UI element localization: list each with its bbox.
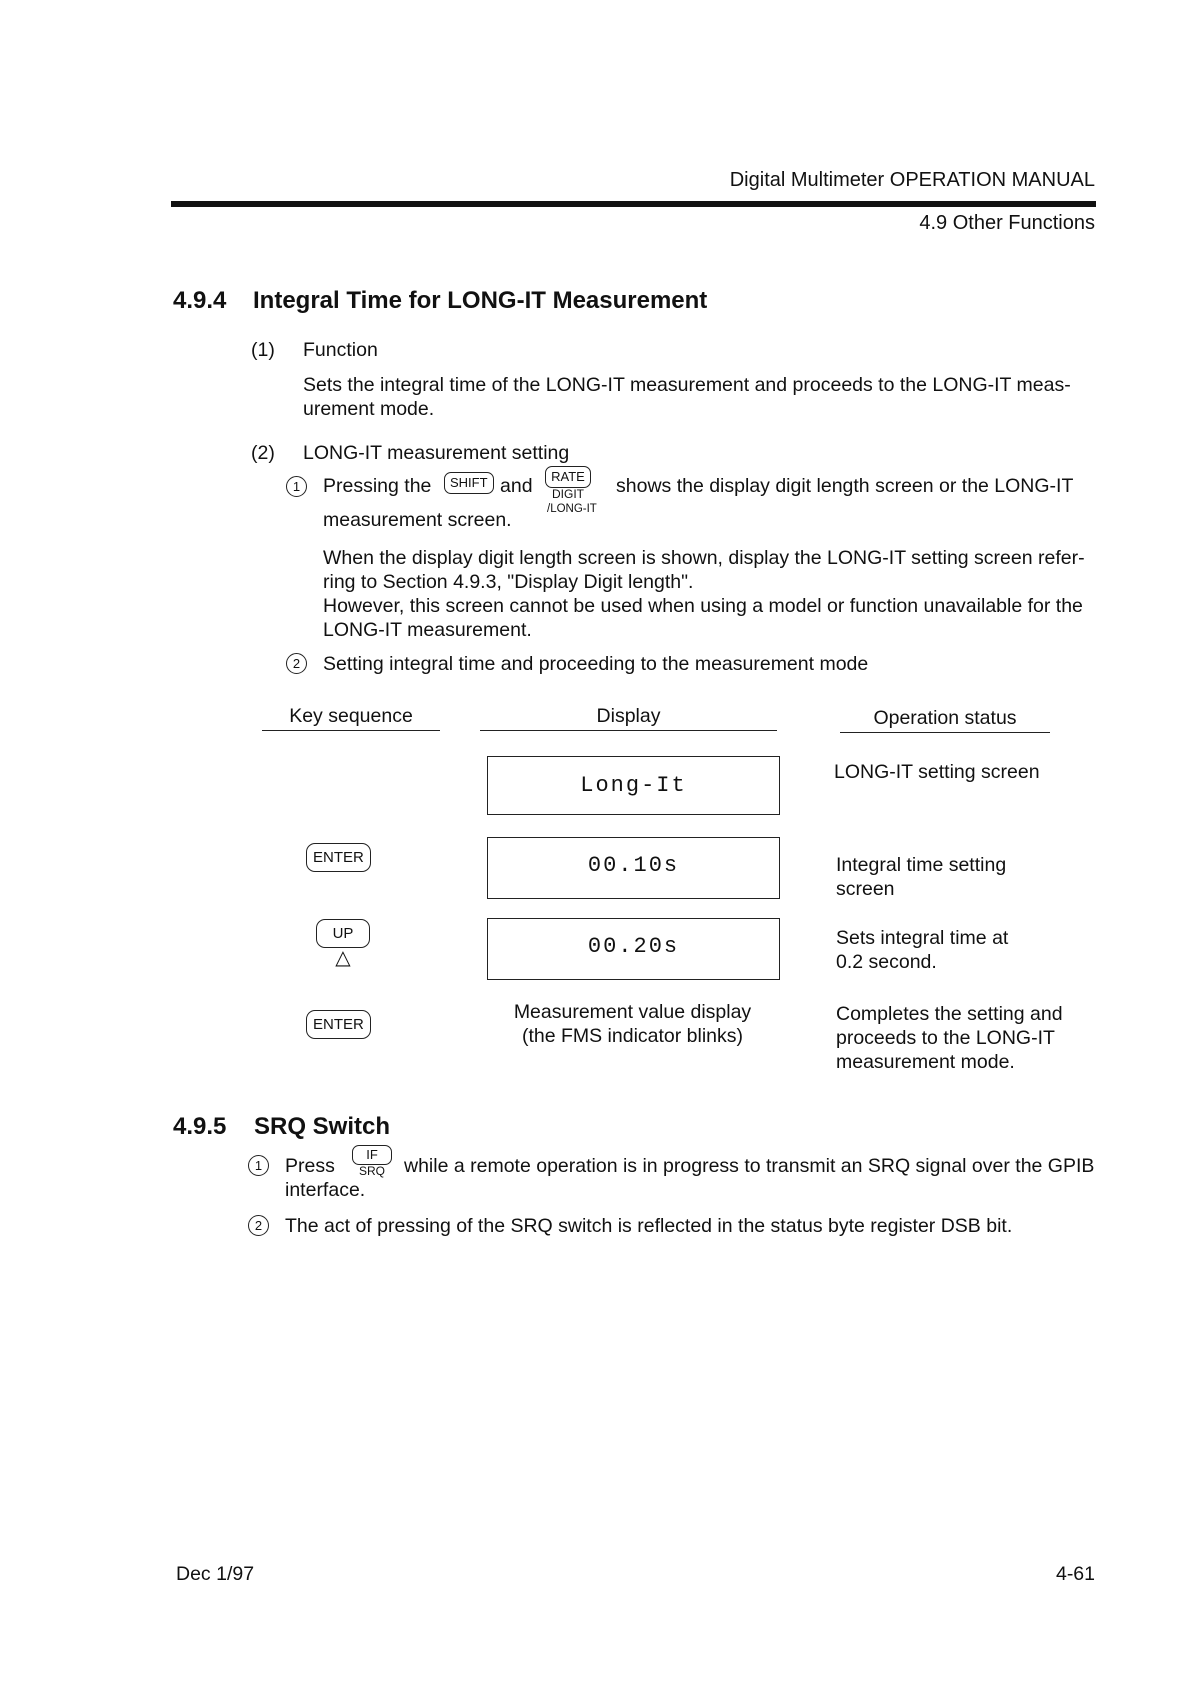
enter-key-icon-2: ENTER (306, 1010, 371, 1039)
step1-pressing: Pressing the (323, 475, 432, 497)
shift-key-icon: SHIFT (444, 472, 494, 494)
item1-marker: (1) (251, 339, 275, 361)
display-measurement-line1: Measurement value display (513, 1001, 752, 1023)
section-494-number: 4.9.4 (173, 287, 227, 314)
status-row4-line1: Completes the setting and (836, 1003, 1063, 1025)
footer-date: Dec 1/97 (176, 1563, 255, 1585)
col-display-header: Display (480, 705, 777, 731)
display-0010s: 00.10s (487, 837, 780, 899)
rate-key-sub2: /LONG-IT (547, 503, 597, 515)
status-row3-line1: Sets integral time at (836, 927, 1009, 949)
col-status-header: Operation status (840, 707, 1050, 733)
step2-marker: 2 (286, 653, 307, 674)
footer-page: 4-61 (1055, 1563, 1095, 1585)
status-row1: LONG-IT setting screen (834, 761, 1040, 783)
srq-step2-text: The act of pressing of the SRQ switch is reflected in the status byte register DSB bit. (285, 1215, 1013, 1237)
item1-title: Function (303, 339, 378, 361)
display-measurement-line2: (the FMS indicator blinks) (521, 1025, 744, 1047)
if-key-icon: IF (352, 1145, 392, 1165)
display-0020s: 00.20s (487, 918, 780, 980)
up-key-icon: UP (316, 919, 371, 948)
header-rule (171, 201, 1096, 207)
item2-marker: (2) (251, 442, 275, 464)
srq-step1-text: while a remote operation is in progress to transmit an SRQ signal over the GPIB (404, 1155, 1095, 1177)
section-title: 4.9 Other Functions (919, 212, 1095, 234)
status-row2-line2: screen (836, 878, 895, 900)
section-495-title: SRQ Switch (254, 1113, 391, 1140)
note-line2: ring to Section 4.9.3, "Display Digit length". (323, 571, 694, 593)
item1-text-line1: Sets the integral time of the LONG-IT measurement and proceeds to the LONG-IT meas- (303, 374, 1071, 396)
status-row2-line1: Integral time setting (836, 854, 1007, 876)
note-line1: When the display digit length screen is shown, display the LONG-IT setting screen refer- (323, 547, 1085, 569)
enter-key-icon: ENTER (306, 843, 371, 872)
col-key-header: Key sequence (262, 705, 440, 731)
status-row4-line3: measurement mode. (836, 1051, 1015, 1073)
status-row3-line2: 0.2 second. (836, 951, 937, 973)
step2-text: Setting integral time and proceeding to the measurement mode (323, 653, 869, 675)
rate-key-icon: RATE (545, 466, 591, 488)
section-494-title: Integral Time for LONG-IT Measurement (253, 287, 708, 314)
note-line3: However, this screen cannot be used when using a model or function unavailable for the (323, 595, 1083, 617)
if-key-sub: SRQ (358, 1164, 385, 1178)
status-row4-line2: proceeds to the LONG-IT (836, 1027, 1055, 1049)
srq-step1-press: Press (285, 1155, 335, 1177)
step1-shows: shows the display digit length screen or the LONG-IT (616, 475, 1074, 497)
step1-marker: 1 (286, 476, 307, 497)
srq-step2-marker: 2 (248, 1215, 269, 1236)
step1-and: and (500, 475, 533, 497)
up-arrow-icon: △ (335, 947, 351, 969)
manual-title: Digital Multimeter OPERATION MANUAL (729, 169, 1095, 191)
display-longit: Long-It (487, 756, 780, 815)
step1-line2: measurement screen. (323, 509, 512, 531)
item1-text-line2: urement mode. (303, 398, 435, 420)
srq-step1-marker: 1 (248, 1155, 269, 1176)
section-495-number: 4.9.5 (173, 1113, 227, 1140)
rate-key-sub1: DIGIT (552, 487, 584, 501)
note-line4: LONG-IT measurement. (323, 619, 532, 641)
srq-step1-line2: interface. (285, 1179, 366, 1201)
item2-title: LONG-IT measurement setting (303, 442, 570, 464)
